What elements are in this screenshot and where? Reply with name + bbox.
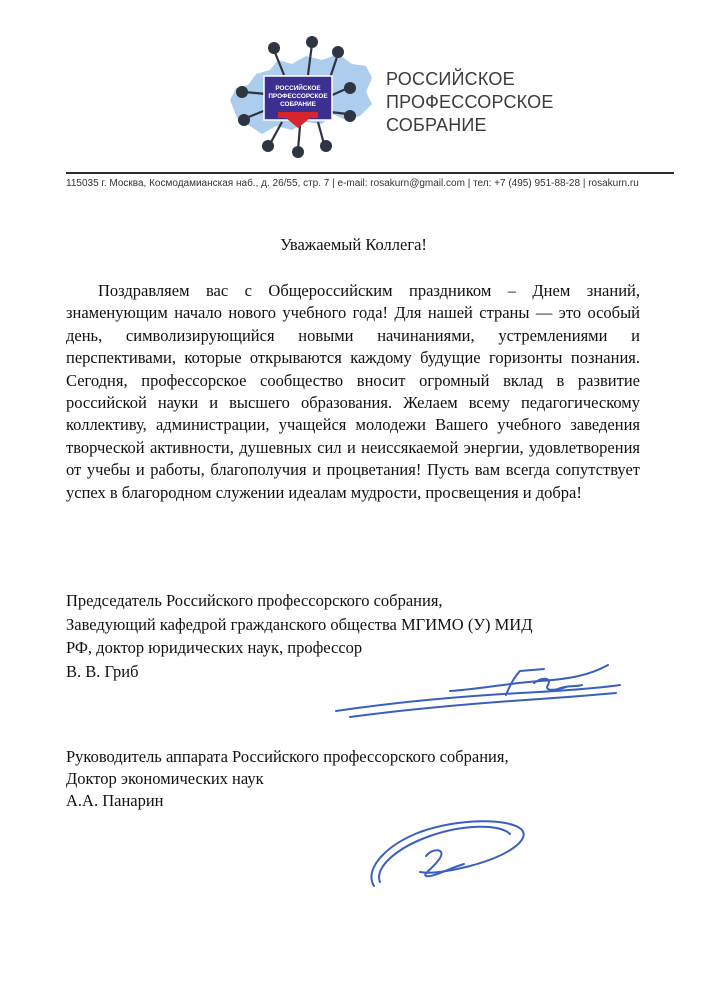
signature-1: [330, 655, 630, 721]
signatory-1-title-line-1: Председатель Российского профессорского собрания,: [66, 591, 443, 610]
salutation: Уважаемый Коллега!: [280, 235, 427, 254]
organization-logo: [226, 30, 376, 160]
logo-badge-line-2: ПРОФЕССОРСКОЕ: [268, 93, 328, 100]
contact-line: 115035 г. Москва, Космодамианская наб., д. 26/55, стр. 7 | e-mail: rosakurn@gmail.com | тел: +7 (495) 951-88-28 | rosakurn.ru: [66, 178, 639, 189]
letter-body: Поздравляем вас с Общероссийским праздником – Днем знаний, знаменующим начало нового учебного года! Для нашей страны — это особый день, символизирующийся новыми начинаниями, устремлениями и перспективами, которые открываются каждому будущие горизонты познания. Сегодня, профессорское сообщество вносит огромный вклад в развитие российской науки и высшего образования. Желаем всему педагогическому коллективу, администрации, учащейся молодежи Вашего учебного заведения творческой активности, душевных сил и неиссякаемой энергии, удовлетворения от учебы и работы, благополучия и процветания! Пусть вам всегда сопутствует успех в благородном служении идеалам мудрости, просвещения и добра!: [66, 281, 640, 502]
header-divider: [66, 172, 674, 174]
signature-2: [360, 812, 530, 894]
org-name-line-3: СОБРАНИЕ: [386, 115, 487, 135]
organization-name: [386, 68, 554, 137]
org-name-line-1: РОССИЙСКОЕ: [386, 69, 515, 89]
logo-ribbon: [278, 112, 318, 118]
signatory-1-title-line-2: Заведующий кафедрой гражданского общества МГИМО (У) МИД: [66, 614, 533, 634]
signatory-2-name: А.А. Панарин: [66, 791, 164, 810]
signatory-2-title-line-1: Руководитель аппарата Российского профессорского собрания,: [66, 747, 509, 766]
signatory-2-title-line-2: Доктор экономических наук: [66, 769, 264, 788]
signatory-1-title-line-3: РФ, доктор юридических наук, профессор: [66, 638, 363, 657]
signatory-2-block: [66, 746, 509, 812]
org-name-line-2: ПРОФЕССОРСКОЕ: [386, 92, 554, 112]
logo-badge-line-3: СОБРАНИЕ: [280, 101, 316, 108]
signatory-1-name: В. В. Гриб: [66, 661, 139, 681]
logo-badge-line-1: РОССИЙСКОЕ: [275, 85, 321, 92]
